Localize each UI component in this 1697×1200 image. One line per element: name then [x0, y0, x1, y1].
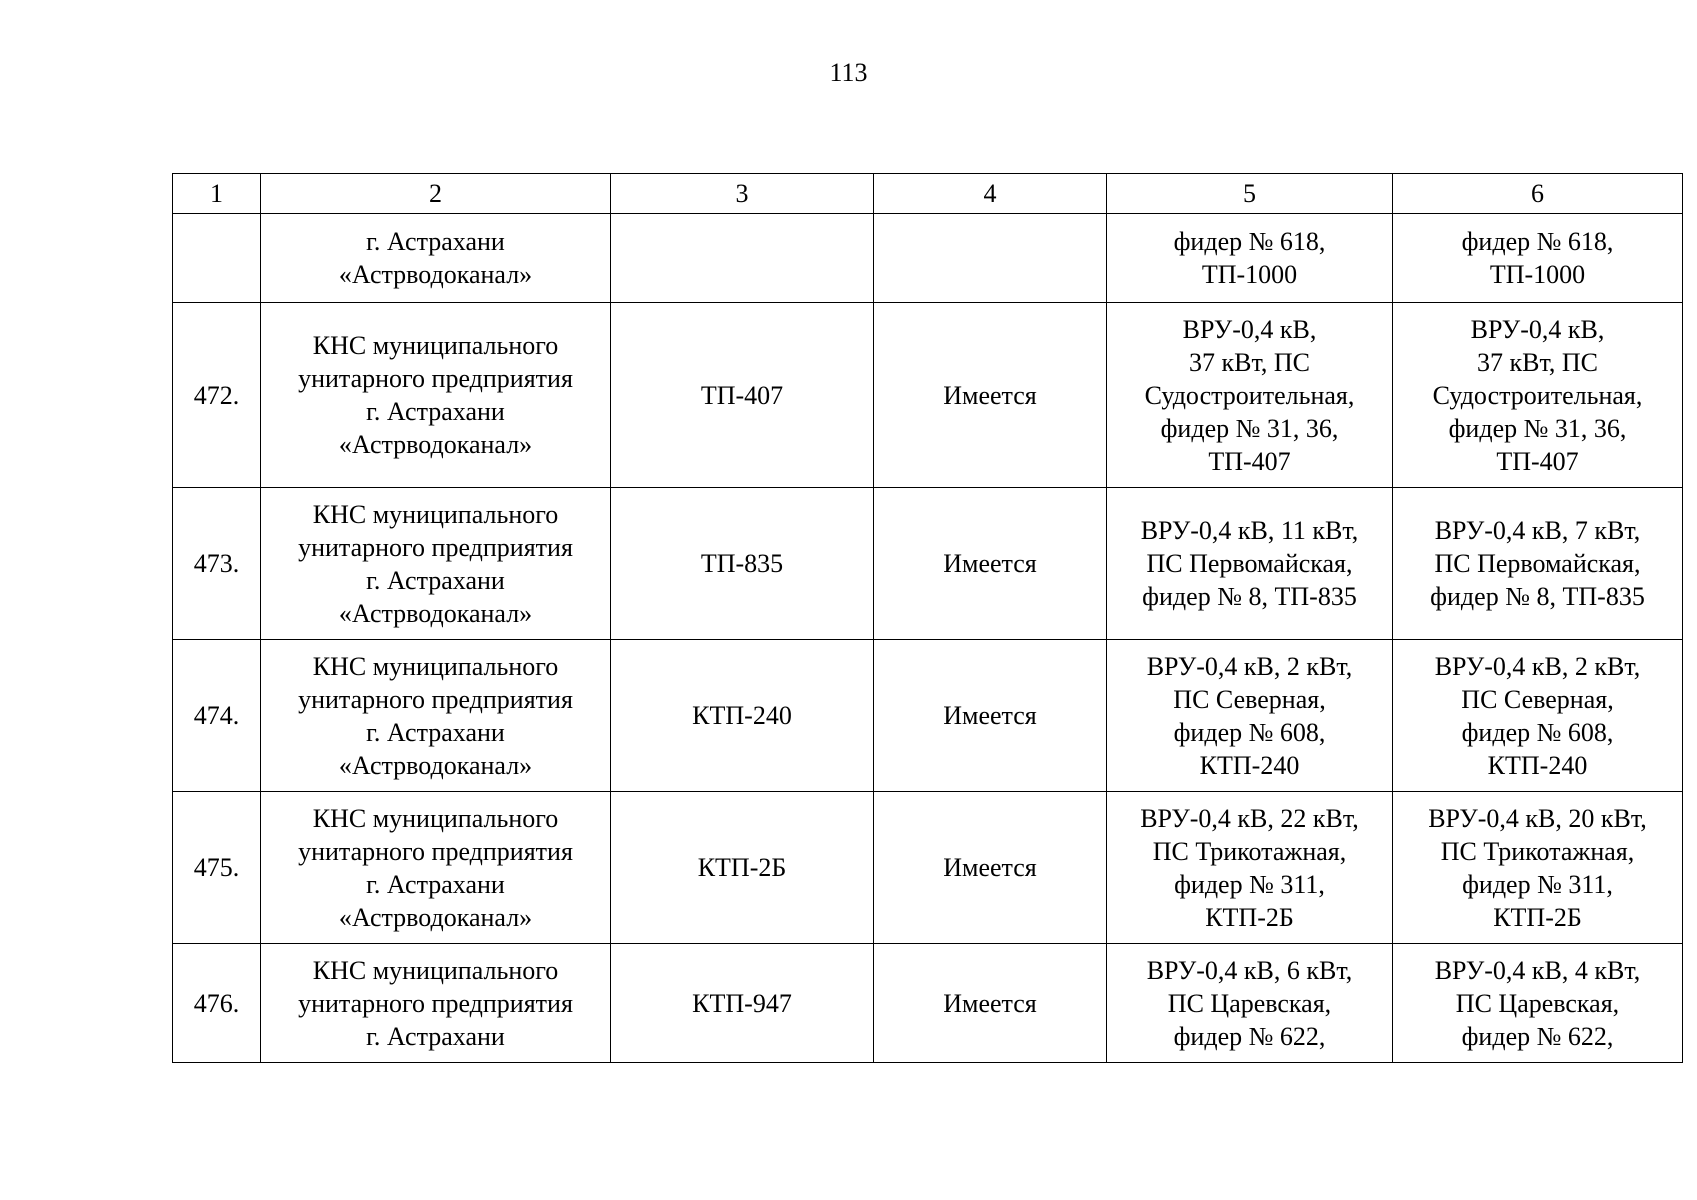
column-6-cell [1393, 214, 1683, 303]
column-5-cell [1107, 488, 1393, 640]
cell-text-line: фидер № 618, [1173, 227, 1326, 256]
cell-text-line: ВРУ-0,4 кВ, 7 кВт, [1434, 516, 1641, 545]
cell-text-line: фидер № 8, ТП-835 [1430, 582, 1645, 611]
header-cell: 1 [173, 174, 261, 214]
cell-text-line: ПС Трикотажная, [1152, 836, 1347, 866]
table-row [173, 214, 1683, 303]
cell-text-line: КНС муниципального [312, 651, 559, 681]
cell-text-line: фидер № 8, ТП-835 [1142, 582, 1357, 611]
cell-text-line: фидер № 311, [1462, 869, 1613, 899]
availability-cell: Имеется [874, 640, 1107, 792]
cell-text-line: г. Астрахани [366, 717, 505, 747]
cell-text-line: фидер № 31, 36, [1160, 413, 1339, 443]
row-number-cell: 472. [173, 303, 261, 488]
cell-text-line: унитарного предприятия [298, 988, 573, 1018]
cell-text-line: ТП-1000 [1489, 260, 1586, 289]
cell-text-line: ВРУ-0,4 кВ, 20 кВт, [1428, 803, 1647, 833]
column-5-cell [1107, 944, 1393, 1063]
cell-text-line: ТП-407 [1496, 446, 1579, 476]
row-number-cell: 475. [173, 792, 261, 944]
cell-text-line: ВРУ-0,4 кВ, 2 кВт, [1146, 651, 1353, 681]
column-5-cell [1107, 792, 1393, 944]
cell-text-line: КТП-2Б [1205, 902, 1294, 932]
table-row [173, 303, 1683, 488]
cell-text-line: «Астрводоканал» [338, 598, 533, 628]
substation-cell [611, 214, 874, 303]
header-cell: 4 [874, 174, 1107, 214]
column-6-cell [1393, 640, 1683, 792]
cell-text-line: КТП-240 [1199, 750, 1300, 780]
cell-text-line: КНС муниципального [312, 331, 559, 360]
cell-text-line: КНС муниципального [312, 803, 559, 833]
cell-text-line: КТП-240 [1487, 750, 1588, 780]
row-number-cell: 476. [173, 944, 261, 1063]
availability-cell: Имеется [874, 944, 1107, 1063]
cell-text-line: ПС Царевская, [1167, 988, 1332, 1018]
cell-text-line: ПС Северная, [1173, 684, 1326, 714]
header-cell: 5 [1107, 174, 1393, 214]
cell-text-line: фидер № 608, [1461, 717, 1614, 747]
cell-text-line: г. Астрахани [366, 227, 505, 256]
object-name-cell [261, 303, 611, 488]
header-cell: 6 [1393, 174, 1683, 214]
object-name-cell [261, 944, 611, 1063]
cell-text-line: ВРУ-0,4 кВ, 4 кВт, [1434, 955, 1641, 985]
object-name-cell [261, 640, 611, 792]
cell-text-line: унитарного предприятия [298, 364, 573, 393]
table-row [173, 792, 1683, 944]
cell-text-line: ПС Царевская, [1455, 988, 1620, 1018]
cell-text-line: КНС муниципального [312, 499, 559, 529]
cell-text-line: «Астрводоканал» [338, 430, 533, 459]
column-6-cell [1393, 303, 1683, 488]
substation-cell: ТП-407 [611, 303, 874, 488]
availability-cell [874, 214, 1107, 303]
table-row [173, 640, 1683, 792]
column-6-cell [1393, 792, 1683, 944]
cell-text-line: «Астрводоканал» [338, 260, 533, 289]
cell-text-line: г. Астрахани [366, 869, 505, 899]
cell-text-line: ТП-1000 [1201, 260, 1298, 289]
substation-cell: КТП-947 [611, 944, 874, 1063]
cell-text-line: КНС муниципального [312, 955, 559, 985]
column-5-cell [1107, 214, 1393, 303]
row-number-cell [173, 214, 261, 303]
cell-text-line: фидер № 311, [1174, 869, 1325, 899]
column-5-cell [1107, 303, 1393, 488]
cell-text-line: Судостроительная, [1144, 380, 1355, 410]
cell-text-line: ВРУ-0,4 кВ, 22 кВт, [1140, 803, 1359, 833]
cell-text-line: ПС Северная, [1461, 684, 1614, 714]
availability-cell: Имеется [874, 488, 1107, 640]
cell-text-line: ВРУ-0,4 кВ, [1182, 314, 1317, 344]
cell-text-line: 37 кВт, ПС [1477, 347, 1598, 377]
column-5-cell [1107, 640, 1393, 792]
cell-text-line: г. Астрахани [366, 397, 505, 426]
substation-cell: КТП-2Б [611, 792, 874, 944]
cell-text-line: г. Астрахани [366, 565, 505, 595]
cell-text-line: ПС Первомайская, [1434, 549, 1641, 578]
cell-text-line: фидер № 608, [1173, 717, 1326, 747]
row-number-cell: 473. [173, 488, 261, 640]
cell-text-line: ВРУ-0,4 кВ, [1470, 314, 1605, 344]
cell-text-line: фидер № 31, 36, [1448, 413, 1627, 443]
substation-cell: ТП-835 [611, 488, 874, 640]
object-name-cell [261, 792, 611, 944]
table-row [173, 488, 1683, 640]
cell-text-line: унитарного предприятия [298, 836, 573, 866]
cell-text-line: ПС Трикотажная, [1440, 836, 1635, 866]
cell-text-line: фидер № 618, [1461, 227, 1614, 256]
cell-text-line: ПС Первомайская, [1146, 549, 1353, 578]
substation-cell: КТП-240 [611, 640, 874, 792]
cell-text-line: фидер № 622, [1461, 1021, 1614, 1051]
object-name-cell [261, 488, 611, 640]
availability-cell: Имеется [874, 792, 1107, 944]
cell-text-line: г. Астрахани [366, 1021, 505, 1051]
cell-text-line: ВРУ-0,4 кВ, 2 кВт, [1434, 651, 1641, 681]
header-cell: 3 [611, 174, 874, 214]
cell-text-line: унитарного предприятия [298, 532, 573, 562]
page-number: 113 [829, 58, 868, 87]
cell-text-line: КТП-2Б [1493, 902, 1582, 932]
cell-text-line: «Астрводоканал» [338, 902, 533, 932]
header-cell: 2 [261, 174, 611, 214]
cell-text-line: унитарного предприятия [298, 684, 573, 714]
data-table [172, 173, 1683, 1063]
object-name-cell [261, 214, 611, 303]
table-row [173, 944, 1683, 1063]
table-header-row [173, 174, 1683, 214]
row-number-cell: 474. [173, 640, 261, 792]
cell-text-line: ВРУ-0,4 кВ, 11 кВт, [1140, 516, 1359, 545]
cell-text-line: 37 кВт, ПС [1189, 347, 1310, 377]
cell-text-line: «Астрводоканал» [338, 750, 533, 780]
column-6-cell [1393, 488, 1683, 640]
cell-text-line: ВРУ-0,4 кВ, 6 кВт, [1146, 955, 1353, 985]
cell-text-line: фидер № 622, [1173, 1021, 1326, 1051]
cell-text-line: Судостроительная, [1432, 380, 1643, 410]
cell-text-line: ТП-407 [1208, 446, 1291, 476]
availability-cell: Имеется [874, 303, 1107, 488]
column-6-cell [1393, 944, 1683, 1063]
